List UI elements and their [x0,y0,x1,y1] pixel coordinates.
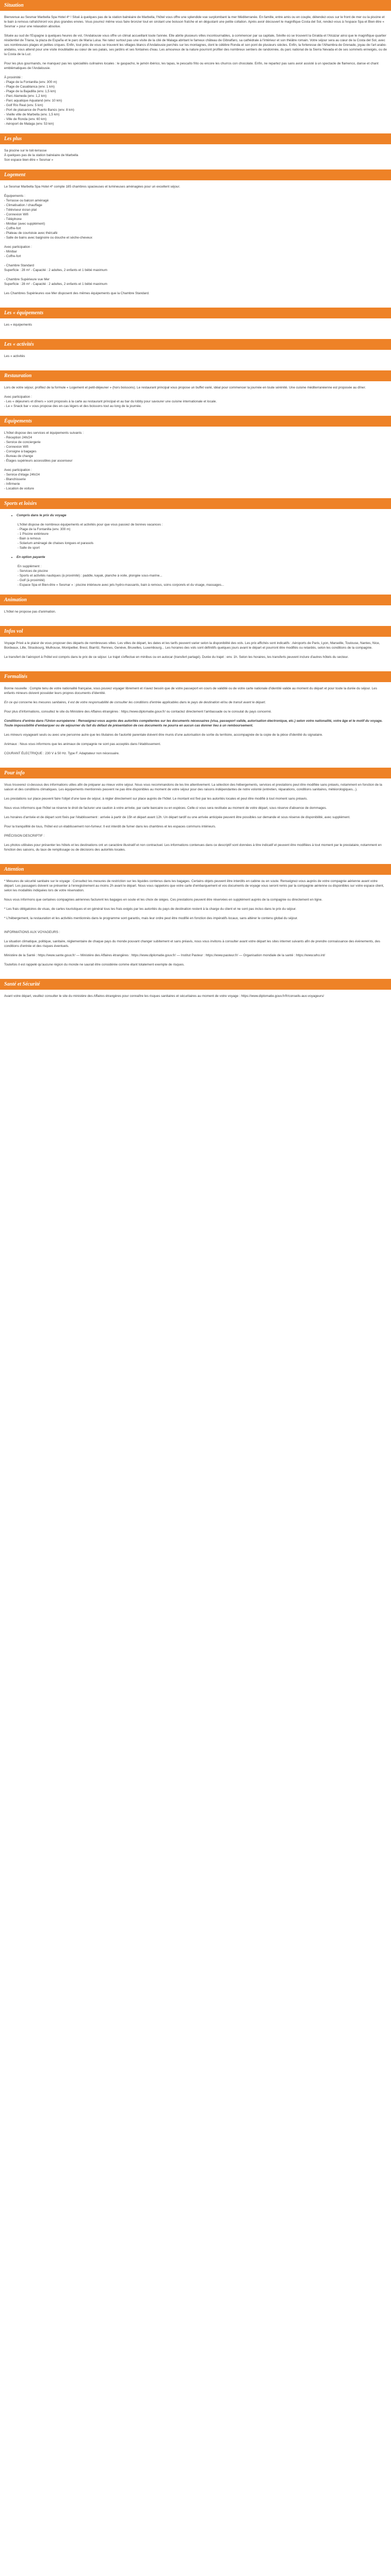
list-heading: Équipements : [4,194,25,198]
room-standard [4,263,387,273]
room-detail: Superficie : 28 m² - Capacité : 2 adultes, 2 enfants et 1 bébé maximum [4,282,107,286]
list-item: - Plateau de courtoisie avec thé/café [4,231,58,235]
section-body-equipements [0,318,391,339]
list-heading: En supplément : [18,565,42,568]
section-body-pour-info [0,778,391,864]
list-item: - Bureau de change [4,454,34,458]
distance-list [4,75,387,126]
section-title: Formalités [4,674,28,680]
list-item: - Étages supérieurs accessibles par ascenseur [4,459,73,463]
list-item: - Les « déjeuners et dîners » sont proposés à la carte au restaurant principal et au bar du lobby pour savourer une cuisine internationale et locale. [4,400,217,403]
list-item: - Service de conciergerie [4,440,41,444]
list-item: - Solarium aménagé de chaises longues et parasols [18,541,94,545]
list-item: - Blanchisserie [4,478,26,481]
bullet-heading: • En option payante [17,555,387,560]
paragraph: Animaux : Nous vous informons que les animaux de compagnie ne sont pas acceptés dans l'établissement. [4,742,161,746]
list-item: - Plage de la Fontanilla (env. 300 m) [4,80,57,84]
section-header-pour-info [0,768,391,778]
bullet-heading: • Compris dans le prix du voyage [17,513,387,518]
page [0,0,391,1031]
section-title: Situation [4,3,24,8]
paragraph: Pour la tranquillité de tous, l'hôtel est un établissement non-fumeur. Il est interdit de fumer dans les chambres et les espaces communs intérieurs. [4,825,216,828]
paragraph: Le Sesmar Marbella Spa Hotel 4* compte 185 chambres spacieuses et lumineuses aménagées pour un excellent séjour. [4,185,181,189]
list-item: - Salle de sport [18,546,40,550]
list-item: - Connexion Wifi [4,445,28,449]
section-body-situation [0,11,391,133]
paragraph: Les Chambres Supérieures vue Mer disposent des mêmes équipements que la Chambre Standard. [4,292,150,295]
list-item: - Plage de la Fontanilla (env. 300 m) [18,528,71,531]
section-title: Les « équipements [4,310,44,316]
list-item: - Services de piscine [18,569,48,573]
list-item: - Plage de Casablanca (env. 1 km) [4,85,55,89]
section-title: Logement [4,172,26,178]
paragraph: Ministère de la Santé : https://www.sante.gouv.fr/ — Ministère des Affaires étrangères : https://www.diplomatie.gouv.fr/ — Institut Pasteur : https://www.pasteur.fr/ — Organisation mondiale de la santé : https://www.who.int/ [4,954,325,957]
section-header-activites [0,339,391,350]
list-item: - Infirmerie [4,482,20,486]
section-header-attention [0,864,391,875]
paragraph-heading: PRÉCISION DESCRIPTIF : [4,834,45,838]
paragraph: Nous vous informons que certaines compagnies aériennes facturent les bagages en soute et les choix de sièges. Ces prestations peuvent être réservées en supplément auprès de la compagnie ou directement en ligne. [4,898,323,902]
section-body-activites [0,350,391,370]
restauration-options [4,395,387,409]
section-title: Les plus [4,136,22,142]
paragraph: * L'hébergement, la restauration et les activités mentionnés dans le programme sont garantis, mais leur ordre peut être modifié en fonction des impératifs locaux, sans altérer le contenu global du séjour. [4,917,298,920]
paragraph: COURANT ÉLECTRIQUE : 230 V à 50 Hz. Type F. Adaptateur non nécessaire. [4,752,120,755]
equipment-list [4,194,387,240]
list-item: - Golf (à proximité) [18,579,45,582]
list-item: - Port de plaisance de Puerto Banús (env. 8 km) [4,108,74,112]
room-name: - Chambre Standard [4,264,34,267]
paragraph: Toutefois il est rappelé qu'aucune région du monde ne saurait être considérée comme étant totalement exempte de risques. [4,963,185,967]
section-title: Les « activités [4,342,34,347]
list-item: - Terrasse ou balcon aménagé [4,199,49,202]
room-superior [4,277,387,286]
list-item: Son espace bien-être « Sesmar » [4,158,54,162]
list-item: - 1 Piscine extérieure [18,532,49,536]
section-title: Sports et loisirs [4,501,37,506]
list-item: - Connexion Wifi [4,213,28,216]
section-title: Animation [4,597,27,603]
list-item: Sa piscine sur le toit-terrasse [4,149,47,152]
list-item: - Parc aquatique Aqualand (env. 10 km) [4,99,62,103]
list-item: - Location de voiture [4,487,34,490]
list-item: - Plage de la Bajadilla (env. 1,5 km) [4,90,56,93]
paragraph: * Mesures de sécurité sanitaire sur le voyage : Consultez les mesures de restriction sur les liquides contenus dans les bagages. Certains objets peuvent être interdits en cabine ou en soute. Renseignez-vous auprès de votre compagnie aérienne avant votre départ. Les passagers doivent se présenter à l'enregistrement au moins 2h avant le départ. Nous vous rappelons que votre carte d'embarquement et vos documents de voyage vous seront remis par la compagnie aérienne ou disponibles sur votre espace client, selon les modalités indiquées lors de votre réservation. [4,879,384,892]
paragraph: Bienvenue au Sesmar Marbella Spa Hotel 4* ! Situé à quelques pas de la station balnéaire de Marbella, l'hôtel vous offre une splendide vue surplombant la mer Méditerranée. En famille, entre amis ou en couple, détendez-vous sur le front de mer ou la piscine et le bain à remous rafraîchiront vos plus grandes envies. Vous pourrez même vous faire bronzer tout en sirotant une boisson fraîche et en dégustant une petite collation. Après avoir découvert le magnifique Costa del Sol, rendez-vous à l'espace Spa et Bien-être « Sesmar » pour une relaxation absolue. [4,15,385,28]
paragraph: Les prestations sur place peuvent faire l'objet d'une taxe de séjour, à régler directement sur place auprès de l'hôtel. Le montant est fixé par les autorités locales et peut être modifié à tout moment sans préavis. [4,797,308,801]
paragraph: Bonne nouvelle : Compte tenu de votre nationalité française, vous pouvez voyager librement et n'avez besoin que de votre passeport en cours de validité ou de votre carte nationale d'identité valide au moment du départ et pour toute la durée du séjour. Les enfants mineurs doivent posséder leurs propres documents d'identité. [4,687,377,695]
paragraph: Pour les plus gourmands, ne manquez pas les spécialités culinaires locales : le gaspacho, le jamón ibérico, les tapas, le pescaíto frito ou encore les churros con chocolate. Enfin, ne repartez pas sans avoir assisté à un spectacle de flamenco, danse et chant emblématiques de l'Andalousie. [4,62,379,70]
paragraph: Située au sud de l'Espagne à quelques heures de vol, l'Andalousie vous offre un climat accueillant toute l'année. Elle abrite plusieurs villes incontournables, à commencer par sa capitale, Séville où se trouvent la Giralda et l'Alcázar ainsi que le magnifique quartier résidentiel de Triana, la plaza de España et le parc de Maria Luisa. Ne ratez surtout pas une visite de la cité de Malaga abritant le fameux château de Gibralfaro, sa cathédrale à l'intérieur et son théâtre romain. Votre séjour sera au cœur de la Costa del Sol, avec ses nombreuses plages et petites criques. Enfin, tout près de vous se trouvent les villages blancs d'Andalousie perchés sur les montagnes, dont le célèbre Ronda et son pont de plusieurs siècles. Enfin, la forteresse de l'Alhambra de Grenade, joyau de l'art arabo-andalou, vous attend pour une visite inoubliable au cœur de ses palais, ses jardins et ses fontaines d'eau. Les amoureux de la nature pourront profiter des nombreux sentiers de randonnée, du parc national de la Sierra Nevada et de ses sommets enneigés, ou de la Costa de la Luz. [4,34,387,56]
section-body-attention [0,875,391,979]
paragraph: Les photos utilisées pour présenter les hôtels et les destinations ont un caractère illustratif et non contractuel. Les informations contenues dans ce descriptif sont données à titre indicatif et peuvent être modifiées à tout moment par le prestataire, notamment en fonction des saisons, du taux de remplissage ou de décisions des autorités locales. [4,843,382,852]
list-item: - Espace Spa et Bien-être « Sesmar » : piscine intérieure avec jets hydro-massants, bain à remous, soins corporels et du visage, massages... [18,583,224,587]
paragraph: Lors de votre séjour, profitez de la formule « Logement et petit-déjeuner » (hors boissons). Le restaurant principal vous propose un buffet varié, idéal pour commencer la journée en toute sérénité. Une cuisine méditerranéenne est proposée au dîner. [4,386,366,389]
list-item: - Coffre-fort [4,255,21,258]
list-item: - Bain à remous [18,537,41,540]
paragraph: Pour plus d'informations, consultez le site du Ministère des Affaires étrangères : https://www.diplomatie.gouv.fr/ ou contactez directement l'ambassade ou le consulat du pays concerné. [4,710,272,714]
paragraph: Nous vous informons que l'hôtel se réserve le droit de facturer une caution à votre arrivée, par carte bancaire ou en espèces. Celle-ci vous sera restituée au moment de votre départ, sous réserve d'absence de dommages. [4,806,327,810]
list-heading: Avec participation : [4,245,32,249]
list-item: - Le « Snack bar » vous propose des en-cas légers et des boissons tout au long de la journée. [4,404,142,408]
paragraph: Les horaires d'arrivée et de départ sont fixés par l'établissement : arrivée à partir de 15h et départ avant 12h. Un départ tardif ou une arrivée anticipée peuvent être possibles sur demande et sous réserve de disponibilité, avec supplément. [4,816,351,819]
list-item: - Minibar (avec supplément) [4,222,45,226]
section-header-situation [0,0,391,11]
list-item: - Vieille ville de Marbella (env. 1,5 km) [4,113,60,116]
section-title: Santé et Sécurité [4,981,40,987]
section-header-equipements-hotel [0,416,391,427]
list-item: - Minibar [4,250,17,253]
section-header-formalites [0,671,391,682]
section-body-logement [0,180,391,308]
section-header-infos [0,626,391,637]
section-header-plus [0,133,391,144]
section-body-plus [0,144,391,170]
list-heading: L'hôtel dispose de nombreux équipements et activités pour que vous passiez de bonnes vacances : [18,523,163,527]
section-body-restauration [0,381,391,416]
list-heading: L'hôtel dispose des services et équipements suivants : [4,431,84,435]
paragraph: Voyage Privé a le plaisir de vous proposer des départs de nombreuses villes. Les villes de départ, les dates et les tarifs peuvent varier selon la disponibilité des vols. Les prix affichés sont indicatifs : Aéroports de Paris, Lyon, Marseille, Toulouse, Nantes, Nice, Bordeaux, Lille, Strasbourg, Mulhouse, Montpellier, Brest, Biarritz, Rennes, Genève, Bruxelles, Luxembourg... Les horaires des vols sont définitifs quelques jours avant le départ et pourront être modifiés ou retardés, selon les conditions de la compagnie. [4,641,380,650]
section-header-sports [0,498,391,509]
sports-included [4,513,387,518]
paragraph: Conditions d'entrée dans l'Union européenne : Renseignez-vous auprès des autorités compétentes sur les documents nécessaires (visa, passeport valide, autorisation électronique, etc.) selon votre nationalité, votre âge et le motif du voyage. Toute impossibilité d'embarquer ou de séjourner du fait du défaut de présentation de ces documents ne pourra en aucun cas donner lieu à un remboursement. [4,719,383,727]
section-header-animation [0,595,391,605]
paragraph: Le transfert de l'aéroport à l'hôtel est compris dans le prix de ce séjour. Le trajet s'effectue en minibus ou en autocar (transfert partagé). Durée du trajet : env. 1h. Selon les horaires, les transferts peuvent inclure d'autres hôtels du secteur. [4,655,349,659]
paragraph: Les « équipements [4,323,32,327]
section-title: Attention [4,867,24,872]
section-body-formalites [0,682,391,768]
paragraph: Vous trouverez ci-dessous des informations utiles afin de préparer au mieux votre séjour. Nous vous recommandons de les lire attentivement. La sélection des hébergements, services et prestations peut être modifiée sans préavis, notamment en fonction de la saison et des conditions climatiques. Les équipements mentionnés peuvent ne pas être disponibles au moment de votre séjour pour des raisons indépendantes de notre volonté (entretien, réparations, conditions sanitaires, météorologiques...). [4,783,382,791]
list-item: - Service d'étage 24h/24 [4,473,40,477]
section-title: Équipements [4,418,32,424]
section-body-animation [0,605,391,626]
list-heading: Avec participation : [4,395,32,399]
list-item: - Climatisation / chauffage [4,204,42,207]
list-heading: Avec participation : [4,468,32,472]
list-item: - Coffre-fort [4,227,21,230]
section-body-sports [0,509,391,595]
paragraph: En ce qui concerne les mesures sanitaires, il est de votre responsabilité de consulter les conditions d'entrée applicables dans le pays de destination et/ou de transit avant le départ. [4,701,266,704]
section-title: Pour info [4,770,25,776]
section-header-restauration [0,370,391,381]
list-item: - Parc Alameda (env. 1,2 km) [4,94,47,98]
paragraph: * Les frais obligatoires de visas, de cartes touristiques et en général tous les frais exigés par les autorités du pays de destination restent à la charge du client et ne sont pas inclus dans le prix du séjour. [4,907,297,911]
section-header-logement [0,170,391,180]
list-item: - Réception 24h/24 [4,436,32,439]
section-body-sante [0,990,391,1010]
section-title: Restauration [4,373,32,379]
list-item: - Sports et activités nautiques (à proximité) : paddle, kayak, planche à voile, plongée sous-marine... [18,574,162,578]
included-activities [4,522,387,550]
section-body-equipements-hotel [0,427,391,498]
list-item: - Ville de Ronda (env. 60 km) [4,117,47,121]
list-item: - Aéroport de Malaga (env. 53 km) [4,122,54,126]
list-heading: À proximité : [4,76,23,79]
paragraph: La situation climatique, politique, sanitaire, réglementaire de chaque pays du monde pouvant changer subitement et sans préavis, nous vous invitons à consulter avant votre départ les sites internet suivants afin de prendre connaissance des évènements, des conditions d'entrée et des risques éventuels. [4,940,380,948]
paid-options-list [4,245,387,259]
list-item: - Consigne à bagages [4,450,37,453]
paragraph: L'hôtel ne propose pas d'animation. [4,610,56,614]
room-detail: Superficie : 28 m² - Capacité : 2 adultes, 2 enfants et 1 bébé maximum [4,268,107,272]
paragraph: Les « activités [4,354,25,358]
room-name: - Chambre Supérieure vue Mer [4,278,50,281]
section-header-sante [0,979,391,990]
list-item: - Salle de bains avec baignoire ou douche et sèche-cheveux [4,236,92,240]
sports-paid [4,555,387,560]
list-item: - Téléphone [4,217,22,221]
list-item: À quelques pas de la station balnéaire de Marbella [4,154,78,157]
list-item: - Golf Río Real (env. 5 km) [4,104,43,107]
paragraph-heading: INFORMATIONS AUX VOYAGEURS : [4,930,60,934]
hotel-equipment-list [4,431,387,463]
paid-activities [4,564,387,587]
hotel-paid-list [4,468,387,491]
section-header-equipements [0,308,391,318]
section-title: Infos vol [4,629,23,634]
paragraph: Les mineurs voyageant seuls ou avec une personne autre que les titulaires de l'autorité parentale doivent être munis d'une autorisation de sortie du territoire, accompagnée de la copie de la pièce d'identité du signataire. [4,733,323,737]
list-item: - Téléviseur écran plat [4,208,37,212]
paragraph: Avant votre départ, veuillez consulter le site du ministère des Affaires étrangères pour connaître les risques sanitaires et sécuritaires au moment de votre voyage : https://www.diplomatie.gouv.fr/fr/conseils-aux-voyageurs/ [4,994,324,998]
section-body-infos [0,637,391,671]
